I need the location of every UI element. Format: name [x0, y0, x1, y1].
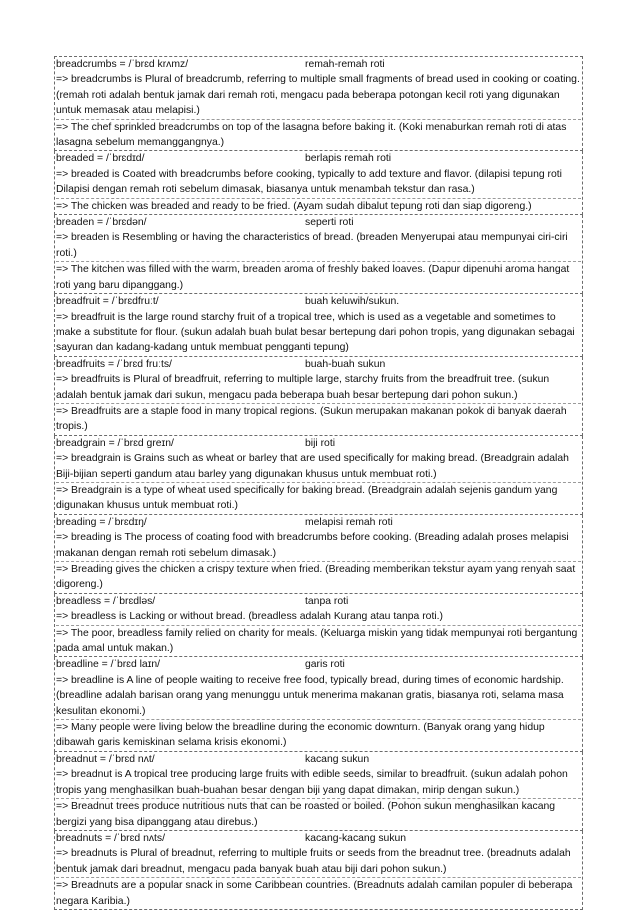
- entry-headline: [56, 294, 581, 309]
- entry-headline: [56, 657, 581, 672]
- glossary-entry: [54, 594, 583, 658]
- example: => Many people were living below the breadline during the economic downturn. (Banyak orang yang hidup dibawah garis kemiskinan selama krisis ekonomi.): [56, 719, 581, 751]
- entry-headline: [56, 594, 581, 609]
- glossary-entry: [54, 56, 583, 151]
- definition: => breadnuts is Plural of breadnut, referring to multiple fruits or seeds from the breadnut tree. (breadnuts adalah bentuk jamak dari breadnut, mengacu pada banyak buah atau biji dari pohon sukun.): [56, 848, 571, 875]
- headword: breadless = /ˈbrɛdləs/: [56, 595, 156, 607]
- glossary-entry: [54, 515, 583, 594]
- entry-headline: [56, 215, 581, 230]
- headword: breaden = /ˈbrɛdən/: [56, 217, 147, 229]
- headword: breadline = /ˈbrɛd laɪn/: [56, 659, 161, 671]
- glossary-entry: [54, 831, 583, 910]
- example: => The poor, breadless family relied on charity for meals. (Keluarga miskin yang tidak mempunyai roti bergantung pada amal untuk makan.): [56, 625, 581, 657]
- entry-headline: [56, 831, 581, 846]
- headword: breadfruit = /ˈbrɛdfruːt/: [56, 296, 159, 308]
- glossary-entry: [54, 357, 583, 436]
- headword: breadfruits = /ˈbrɛd fruːts/: [56, 358, 172, 370]
- definition: => breaden is Resembling or having the characteristics of bread. (breaden Menyerupai atau mempunyai ciri-ciri roti.): [56, 232, 568, 259]
- headword: breadnuts = /ˈbrɛd nʌts/: [56, 832, 166, 844]
- glossary-page: [54, 56, 583, 910]
- entry-headline: [56, 57, 581, 72]
- glossary-entry: [54, 151, 583, 215]
- entry-headline: [56, 515, 581, 530]
- definition: => breadline is A line of people waiting to receive free food, typically bread, during times of economic hardship. (breadline adalah barisan orang yang menunggu untuk menerima makanan gratis, biasanya roti, selama masa kesulitan ekonomi.): [56, 674, 564, 717]
- translation: buah-buah sukun: [305, 358, 386, 370]
- glossary-entry: [54, 436, 583, 515]
- entry-headline: [56, 752, 581, 767]
- translation: seperti roti: [305, 217, 354, 229]
- entry-headline: [56, 151, 581, 166]
- translation: melapisi remah roti: [305, 516, 393, 528]
- headword: breadnut = /ˈbrɛd nʌt/: [56, 753, 155, 765]
- headword: breadgrain = /ˈbrɛd greɪn/: [56, 437, 174, 449]
- example: => Breadfruits are a staple food in many tropical regions. (Sukun merupakan makanan pokok di banyak daerah tropis.): [56, 403, 581, 435]
- translation: kacang sukun: [305, 753, 370, 765]
- headword: breading = /ˈbrɛdɪŋ/: [56, 516, 147, 528]
- entry-headline: [56, 357, 581, 372]
- definition: => breadnut is A tropical tree producing large fruits with edible seeds, similar to breadfruit. (sukun adalah pohon tropis yang menghasilkan buah-buahan besar dengan biji yang dapat dimakan, mirip dengan sukun.): [56, 769, 568, 796]
- example: => Breading gives the chicken a crispy texture when fried. (Breading memberikan tekstur ayam yang renyah saat digoreng.): [56, 561, 581, 593]
- headword: breadcrumbs = /ˈbrɛd krʌmz/: [56, 59, 189, 70]
- definition: => breading is The process of coating food with breadcrumbs before cooking. (Breading adalah proses melapisi makanan dengan remah roti sebelum dimasak.): [56, 532, 569, 559]
- glossary-entry: [54, 752, 583, 831]
- translation: biji roti: [305, 437, 336, 449]
- example: => Breadnut trees produce nutritious nuts that can be roasted or boiled. (Pohon sukun menghasilkan kacang bergizi yang bisa dipanggang atau direbus.): [56, 798, 581, 830]
- glossary-entry: [54, 657, 583, 751]
- entry-headline: [56, 436, 581, 451]
- example: => The chicken was breaded and ready to be fried. (Ayam sudah dibalut tepung roti dan siap digoreng.): [56, 198, 581, 214]
- translation: tanpa roti: [305, 595, 349, 607]
- translation: remah-remah roti: [305, 59, 385, 70]
- example: => The kitchen was filled with the warm, breaden aroma of freshly baked loaves. (Dapur dipenuhi aroma hangat roti yang baru dipanggang.): [56, 261, 581, 293]
- example: => Breadnuts are a popular snack in some Caribbean countries. (Breadnuts adalah camilan populer di beberapa negara Karibia.): [56, 877, 581, 909]
- translation: kacang-kacang sukun: [305, 832, 407, 844]
- headword: breaded = /ˈbrɛdɪd/: [56, 153, 145, 165]
- translation: berlapis remah roti: [305, 153, 392, 165]
- example: => Breadgrain is a type of wheat used specifically for baking bread. (Breadgrain adalah sejenis gandum yang digunakan khusus untuk membuat roti.): [56, 482, 581, 514]
- example: => The chef sprinkled breadcrumbs on top of the lasagna before baking it. (Koki menaburkan remah roti di atas lasagna sebelum memanggangnya.): [56, 119, 581, 151]
- definition: => breadcrumbs is Plural of breadcrumb, referring to multiple small fragments of bread used in cooking or coating. (remah roti adalah bentuk jamak dari remah roti, mengacu pada beberapa potongan kecil roti yang digunakan untuk memasak atau melapisi.): [56, 74, 580, 117]
- definition: => breadgrain is Grains such as wheat or barley that are used specifically for making bread. (Breadgrain adalah Biji-bijian seperti gandum atau barley yang digunakan khusus untuk membuat roti.): [56, 453, 569, 480]
- translation: buah keluwih/sukun.: [305, 296, 400, 308]
- definition: => breadfruits is Plural of breadfruit, referring to multiple large, starchy fruits from the breadfruit tree. (sukun adalah bentuk jamak dari sukun, mengacu pada beberapa buah besar bertepung dari pohon sukun.): [56, 374, 550, 401]
- definition: => breadfruit is the large round starchy fruit of a tropical tree, which is used as a vegetable and sometimes to make a substitute for flour. (sukun adalah buah bulat besar bertepung dari pohon tropis, yang digunakan sebagai sayuran dan kadang-kadang untuk membuat pengganti tepung): [56, 311, 575, 354]
- translation: garis roti: [305, 659, 345, 671]
- definition: => breaded is Coated with breadcrumbs before cooking, typically to add texture and flavor. (dilapisi tepung roti Dilapisi dengan remah roti sebelum dimasak, biasanya untuk menambah tekstur dan rasa.): [56, 168, 562, 196]
- glossary-entry: [54, 294, 583, 357]
- definition: => breadless is Lacking or without bread. (breadless adalah Kurang atau tanpa roti.): [56, 611, 444, 623]
- glossary-entry: [54, 215, 583, 294]
